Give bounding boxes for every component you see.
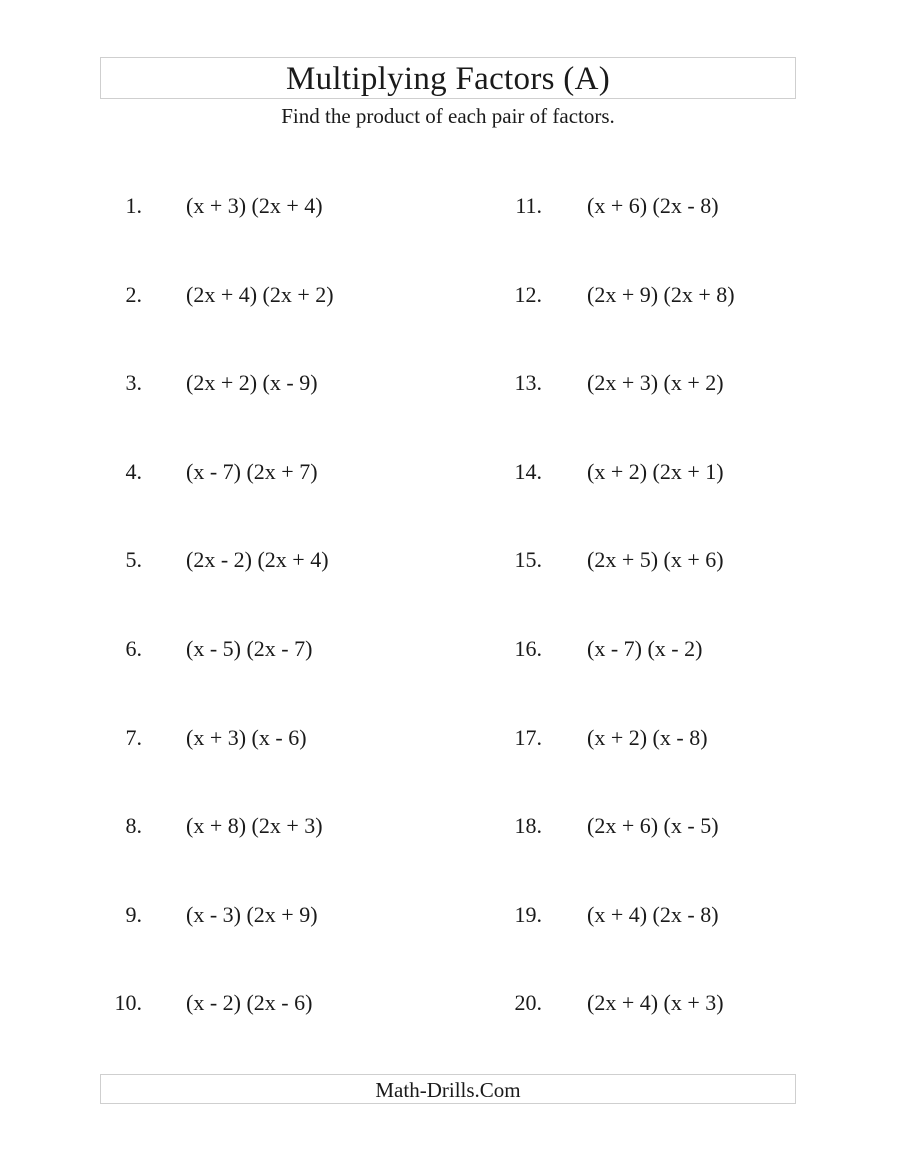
problem-expression: (x - 2) (2x - 6) [186,990,313,1015]
problem-number: 8. [125,813,142,838]
problem-number: 7. [125,725,142,750]
problem-number: 10. [114,990,142,1015]
problem-number: 2. [125,282,142,307]
problem-number: 12. [514,282,542,307]
worksheet-instructions: Find the product of each pair of factors. [281,104,615,128]
problem-number: 15. [514,547,542,572]
problem-expression: (x + 2) (x - 8) [587,725,708,750]
problem-number: 9. [125,902,142,927]
problem-number: 4. [125,459,142,484]
problem-number: 1. [125,193,142,218]
problem-expression: (x - 7) (2x + 7) [186,459,318,484]
problem-number: 18. [514,813,542,838]
problem-expression: (2x + 2) (x - 9) [186,370,318,395]
problem-number: 11. [515,193,542,218]
problem-number: 19. [514,902,542,927]
problem-expression: (x + 3) (x - 6) [186,725,307,750]
problem-number: 16. [514,636,542,661]
problem-expression: (2x + 4) (2x + 2) [186,282,334,307]
problem-expression: (x + 2) (2x + 1) [587,459,724,484]
problem-number: 6. [125,636,142,661]
problem-expression: (x - 7) (x - 2) [587,636,703,661]
problem-expression: (2x + 9) (2x + 8) [587,282,735,307]
problem-number: 20. [514,990,542,1015]
problem-expression: (x + 6) (2x - 8) [587,193,719,218]
problem-expression: (x - 5) (2x - 7) [186,636,313,661]
problem-expression: (x + 8) (2x + 3) [186,813,323,838]
problem-number: 17. [514,725,542,750]
problem-expression: (2x + 6) (x - 5) [587,813,719,838]
problem-expression: (2x - 2) (2x + 4) [186,547,329,572]
problem-expression: (2x + 4) (x + 3) [587,990,724,1015]
problem-number: 5. [125,547,142,572]
footer-site: Math-Drills.Com [100,1074,796,1104]
problem-expression: (x + 3) (2x + 4) [186,193,323,218]
problem-expression: (x + 4) (2x - 8) [587,902,719,927]
worksheet-title: Multiplying Factors (A) [100,57,796,99]
problem-expression: (x - 3) (2x + 9) [186,902,318,927]
problem-number: 3. [125,370,142,395]
problem-expression: (2x + 3) (x + 2) [587,370,724,395]
problem-number: 13. [514,370,542,395]
problem-expression: (2x + 5) (x + 6) [587,547,724,572]
problem-number: 14. [514,459,542,484]
